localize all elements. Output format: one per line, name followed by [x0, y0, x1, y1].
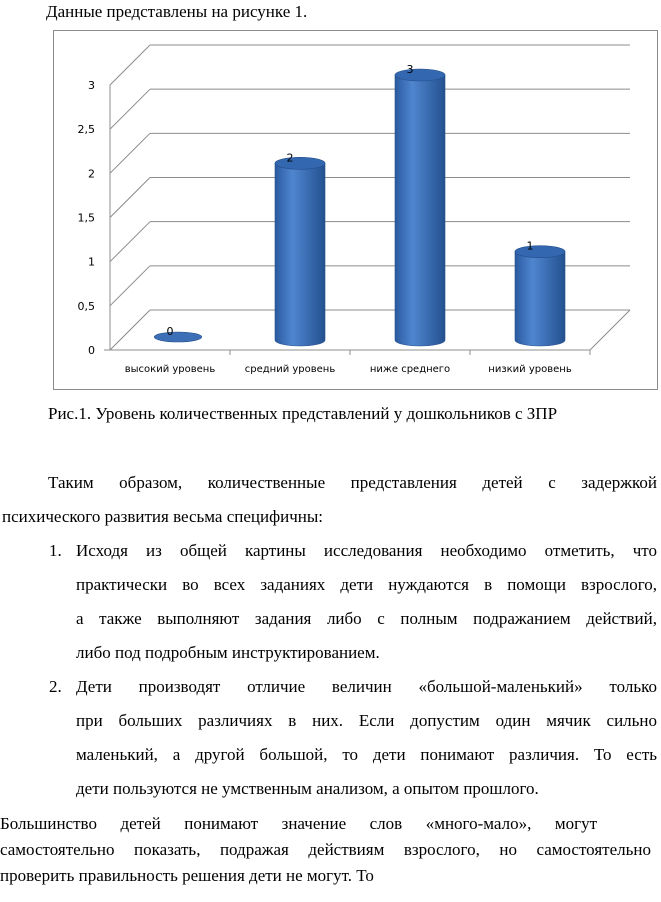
- list-item-2-line1: Дети производят отличие величин «большой-маленький» только: [76, 677, 657, 696]
- list-number-2: 2.: [49, 677, 62, 696]
- intro-text: Данные представлены на рисунке 1.: [46, 2, 308, 21]
- x-category-label: высокий уровень: [124, 364, 216, 375]
- list-number-1: 1.: [49, 541, 62, 560]
- list-item-2-line2: при больших различиях в них. Если допустим один мячик сильно: [76, 711, 657, 730]
- para1-line2: психического развития весьма специфичны:: [2, 507, 323, 526]
- list-item-1-line3: а также выполняют задания либо с полным подражанием действий,: [76, 609, 657, 628]
- y-tick-label: 3: [88, 79, 95, 92]
- y-tick-label: 1,5: [77, 211, 95, 225]
- chart-figure: [53, 30, 658, 390]
- data-label: 2: [286, 151, 294, 165]
- chart-svg: [53, 30, 658, 390]
- para2-line1: Большинство детей понимают значение слов «много-мало», могут: [0, 814, 597, 833]
- x-category-label: низкий уровень: [488, 364, 572, 375]
- para1-line1: Таким образом, количественные представления детей с задержкой: [48, 473, 657, 492]
- list-item-1-line2: практически во всех заданиях дети нуждаются в помощи взрослого,: [76, 575, 657, 594]
- bar: [275, 163, 325, 346]
- y-tick-label: 2: [88, 167, 95, 181]
- bar-top: [395, 69, 445, 81]
- data-label: 0: [166, 325, 174, 338]
- bar-top: [275, 157, 325, 169]
- data-label: 1: [526, 239, 534, 253]
- y-tick-label: 1: [88, 255, 95, 269]
- chart-border: [54, 31, 658, 390]
- list-item-2-line4: дети пользуются не умственным анализом, а опытом прошлого.: [76, 779, 539, 798]
- y-tick-label: 2,5: [77, 123, 95, 137]
- figure-caption: Рис.1. Уровень количественных представлений у дошкольников с ЗПР: [48, 404, 558, 423]
- x-category-label: средний уровень: [244, 364, 336, 375]
- bar-top: [515, 246, 565, 258]
- y-tick-label: 0: [88, 344, 95, 357]
- x-category-label: ниже среднего: [369, 364, 451, 375]
- list-item-1-line4: либо под подробным инструктированием.: [76, 643, 380, 662]
- para2-line3: проверить правильность решения дети не могут. То: [0, 866, 374, 885]
- bar: [395, 75, 445, 346]
- list-item-1-line1: Исходя из общей картины исследования необходимо отметить, что: [76, 541, 657, 560]
- y-tick-label: 0,5: [77, 299, 95, 313]
- bar-zero: [154, 332, 202, 342]
- data-label: 3: [406, 63, 414, 76]
- list-item-2-line3: маленький, а другой большой, то дети понимают различия. То есть: [76, 745, 657, 764]
- para2-line2: самостоятельно показать, подражая действиям взрослого, но самостоятельно: [0, 840, 651, 859]
- bar: [515, 252, 565, 346]
